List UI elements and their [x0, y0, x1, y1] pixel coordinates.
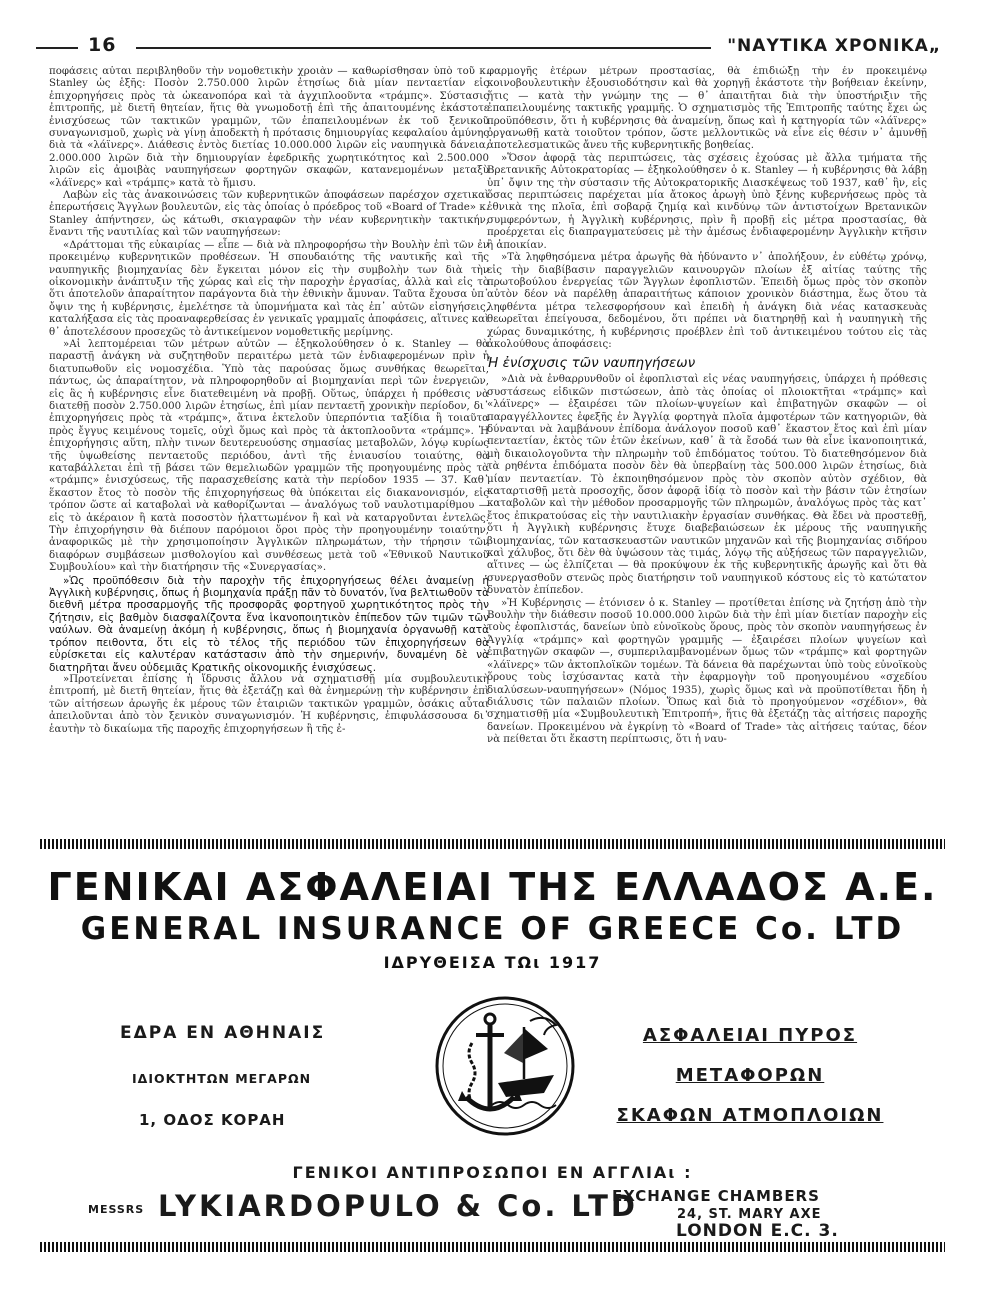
paragraph: »Αἱ λεπτομέρειαι τῶν μέτρων αὐτῶν — ἐξηκολούθησεν ὁ κ. Stanley — θὰ παραστῇ ἀνάγκη νὰ συζητηθοῦν περαιτέρω μετὰ τῶν ἐνδιαφερομένων πρὶν ἡ διατυπωθοῦν εἰς νομοσχέδια. Ὑπὸ τὰς παρούσας ὅμως συνθήκας θεωρεῖται, πάντως, ὡς ἀπαραίτητον, νὰ πληροφορηθοῦν αἱ βιομηχανίαι περὶ τῶν ἐνεργειῶν, εἰς ἃς ἡ κυβέρνησις εἶνε διατεθειμένη νὰ προβῇ. Οὕτως, ὑπάρχει ἡ πρόθεσις νὰ διατεθῇ ποσὸν 2.750.000 λιρῶν ἐτησίως, ἐπὶ μίαν πενταετῆ χρονικὴν περίοδον, δι᾿ ἐπιχορηγήσεις πρὸς τὰ «τράμπς», ἅτινα ἐκτελοῦν ὑπερπόντια ταξίδια ἢ τοιαῦτα πρὸς ἔγγυς κειμένους τομεῖς, οὐχὶ ὅμως καὶ πρὸς τὰ ἀκτοπλοοῦντα «τράμπς». Ἡ ἐπιχορήγησις αὕτη, πλὴν τινων δευτερευούσης σημασίας μεταβολῶν, λόγῳ κυρίως τῆς ὑψωθείσης πενταετοῦς περιόδου, ἀντὶ τῆς ἐνιαυσίου τοιαύτης, θὰ καταβάλλεται ἐπὶ τῇ βάσει τῶν θεμελιωδῶν γραμμῶν τῆς προηγουμένης πρὸς τὰ «τράμπς» ἐνισχύσεως, τῆς παρασχεθείσης κατὰ τὴν περίοδον 1935 — 37. Καθ᾿ ἕκαστον ἔτος τὸ ποσὸν τῆς ἐπιχορηγήσεως θὰ ὑπόκειται εἰς διακανονισμόν, εἰς τρόπον ὥστε αἱ καταβολαὶ νὰ καθορίζωνται — ἀναλόγως τοῦ ναυλοτιμαρίθμου — εἰς τὸ ἀκέραιον ἢ κατὰ ποσοστὸν ἠλαττωμένον ἢ καὶ νὰ καταργοῦνται ἐντελῶς. Τὴν ἐπιχορήγησιν θὰ διέπουν παρόμοιοι ὅροι πρὸς τὴν προηγουμένην τοιαύτην, ἀναφορικῶς μὲ τὴν χρησιμοποίησιν Ἀγγλικῶν πληρωμάτων, τὴν τήρησιν τῶν διαφόρων συμβάσεων μισθολογίου καὶ συνθέσεως μετὰ τοῦ «Ἐθνικοῦ Ναυτικοῦ Συμβουλίου» καὶ τὴν διατήρησιν τῆς «Συνεργασίας».: [49, 338, 489, 574]
ad-founded: ΙΔΡΥΘΕΙΣΑ ΤΩι 1917: [383, 953, 602, 972]
ad-title-english: GENERAL INSURANCE OF GREECE Co. LTD: [80, 911, 905, 947]
paragraph: Λαβὼν εἰς τὰς ἀνακοινώσεις τῶν κυβερνητικῶν ἀποφάσεων παρέσχον σχετικαὶ ἐπερωτήσεις Ἄγγλων βουλευτῶν, εἰς τὰς ὁποίας ὁ πρόεδρος τοῦ «Board of Trade» κ. Stanley ἀπήντησεν, ὡς κάτωθι, σκιαγραφῶν τὴν νέαν κυβερνητικὴν τακτικήν, ἔναντι τῆς ναυτιλίας καὶ τῶν ναυπηγήσεων:: [49, 190, 489, 239]
ad-title-greek: ΓΕΝΙΚΑΙ ΑΣΦΑΛΕΙΑΙ ΤΗΣ ΕΛΛΑΔΟΣ Α.Ε.: [47, 865, 938, 909]
ad-messrs: MESSRS: [88, 1203, 145, 1216]
ad-border-bottom: [40, 1242, 945, 1252]
paragraph: «Δράττομαι τῆς εὐκαιρίας — εἶπε — διὰ νὰ πληροφορήσω τὴν Βουλὴν ἐπὶ τῶν ἐν προκειμένῳ κυβερνητικῶν προθέσεων. Ἡ σπουδαιότης τῆς ναυτικῆς καὶ τῆς ναυπηγικῆς βιομηχανίας δὲν ἔγκειται μόνον εἰς τὴν συμβολὴν των διὰ τὴν οἰκονομικὴν ἀνάπτυξιν τῆς χώρας καὶ εἰς τὴν παροχὴν ἐργασίας, ἀλλὰ καὶ εἰς τὸ ὅτι ἀποτελοῦν ἀπαραίτητον παράγοντα διὰ τὴν ἐθνικὴν ἄμυναν. Ταῦτα ἔχουσα ὑπ᾿ ὄψιν της ἡ κυβέρνησις, ἐμελέτησε τὰ ὑπομνήματα καὶ τὰς ἐπ᾿ αὐτῶν εἰσηγήσεις, καταλήξασα εἰς τὰς προαναφερθείσας ἐν γενικαῖς γραμμαῖς ἀποφάσεις, αἵτινες καὶ θ᾿ ἀποτελέσουν προσεχῶς τὸ ἀντικείμενον νομοθετικῆς μερίμνης.: [49, 239, 489, 338]
paragraph: ποφάσεις αὐται περιβληθοῦν τὴν νομοθετικὴν χροιὰν — καθωρίσθησαν ὑπὸ τοῦ κ. Stanley ὡς ἑξῆς: Ποσὸν 2.750.000 λιρῶν ἐτησίως διὰ μίαν πενταετίαν εἰς ἐπιχορηγήσεις πρὸς τὰ ὠκεανοπόρα καὶ τὰ ἀγχιπλοοῦντα «τράμπς». Σύστασις ἐπιτροπῆς, μὲ διετῆ θητείαν, ἥτις θὰ γνωμοδοτῇ ἐπὶ τῆς ἀπαιτουμένης ἑκάστοτε ἐνισχύσεως τῶν τακτικῶν γραμμῶν, τῶν ἐπαπειλουμένων ἐκ τοῦ ξενικοῦ συναγωνισμοῦ, χωρὶς νὰ γίνῃ ἀποδεκτὴ ἡ πρότασις δημιουργίας κεφαλαίου ἀμύνης διὰ τὰ «λάϊνερς». Διάθεσις ἐντὸς διετίας 10.000.000 λιρῶν εἰς ναυπηγικὰ δάνεια, 2.000.000 λιρῶν διὰ τὴν δημιουργίαν ἐφεδρικῆς χωρητικότητος καὶ 2.500.000 λιρῶν εἰς ἀμοιβὰς ναυπηγήσεων φορτηγῶν σκαφῶν, κατανεμομένων μεταξὺ «λάϊνερς» καὶ «τράμπς» κατὰ τὸ ἥμισυ.: [49, 66, 489, 189]
section-subheading: Ἡ ἐνίσχυσις τῶν ναυπηγήσεων: [487, 355, 696, 372]
paragraph: »Προτείνεται ἐπίσης ἡ ἵδρυσις ἄλλου νὰ σχηματισθῇ μία συμβουλευτικὴ ἐπιτροπή, μὲ διετῆ θητείαν, ἥτις θὰ ἐξετάζῃ καὶ θὰ ἐνημερώνῃ τὴν κυβέρνησιν ἐπὶ τῶν αἰτήσεων ἀρωγῆς ἐκ μέρους τῶν ἑταιριῶν τακτικῶν γραμμῶν, ὁσάκις αὗται ἀπειλοῦνται ἀπὸ τὸν ξενικὸν συναγωνισμόν. Ἡ κυβέρνησις, ἐπιφυλάσσουσα δι᾿ ἑαυτὴν τὸ δικαίωμα τῆς παροχῆς ἐπιχορηγήσεων ἢ τῆς ἐ-: [49, 673, 489, 735]
article-column-right: [487, 66, 927, 834]
paragraph: »Διὰ νὰ ἐνθαρρυνθοῦν οἱ ἐφοπλισταὶ εἰς νέας ναυπηγήσεις, ὑπάρχει ἡ πρόθεσις συστάσεως εἰδικῶν πιστώσεων, ἀπὸ τὰς ὁποίας οἱ πλοιοκτῆται «τράμπς» καὶ «λάϊνερς» — ἐξαιρέσει τῶν πλοίων-ψυγείων καὶ ἐπιβατηγῶν σκαφῶν — οἱ παραγγέλλοντες ἐφεξῆς ἐν Ἀγγλίᾳ φορτηγὰ πλοῖα ἀμφοτέρων τῶν κατηγοριῶν, θὰ δύνανται νὰ λαμβάνουν ἐπίδομα ἀνάλογον ποσοῦ καθ᾿ ἕκαστον ἔτος καὶ ἐπὶ μίαν πενταετίαν, ἐκτὸς τῶν ἐτῶν ἐκείνων, καθ᾿ ἃ τὰ ἔσοδά των θὰ εἶνε ἱκανοποιητικά, μὴ δικαιολογοῦντα τὴν πληρωμὴν τοῦ ἐπιδόματος τούτου. Τὸ διατεθησόμενον διὰ τὰ ρηθέντα ἐπιδόματα ποσὸν δὲν θὰ ὑπερβαίνῃ τὰς 500.000 λιρῶν ἐτησίως, διὰ μίαν πενταετίαν. Τὸ ἐκποιηθησόμενον πρὸς τὸν σκοπὸν αὐτὸν σχέδιον, θὰ καταρτισθῇ μετὰ προσοχῆς, ὅσον ἀφορᾷ ἰδίᾳ τὸ ποσὸν καὶ τὴν βάσιν τῶν ἐτησίων καταβολῶν καὶ τὴν μέθοδον προσαρμογῆς τῶν πληρωμῶν, ἀναλόγως πρὸς τὰς κατ᾿ ἔτος ἐπικρατούσας εἰς τὴν ναυτιλιακὴν ἐργασίαν συνθήκας. Θὰ ἔδει νὰ προστεθῇ, ὅτι ἡ Ἀγγλικὴ κυβέρνησις ἔτυχε διαβεβαιώσεων ἐκ μέρους τῆς ναυπηγικῆς βιομηχανίας, τῶν κατασκευαστῶν ναυτικῶν μηχανῶν καὶ τῆς βιομηχανίας σιδήρου καὶ χάλυβος, ὅτι δὲν θὰ ὑψώσουν τὰς τιμάς, λόγῳ τῆς αὐξήσεως τῶν παραγγελιῶν, αἵτινες — ὡς ἐλπίζεται — θὰ προκύψουν ἐκ τῆς κυβερνητικῆς ἀρωγῆς καὶ ὅτι θὰ συνεργασθοῦν στενῶς πρὸς διατήρησιν τοῦ ναυπηγικοῦ κόστους εἰς τὸ κατώτατον δυνατὸν ἐπίπεδον.: [487, 374, 927, 597]
ad-exchange-chambers: EXCHANGE CHAMBERS: [612, 1187, 820, 1205]
ad-city: LONDON E.C. 3.: [676, 1221, 839, 1241]
page-header: [36, 34, 941, 60]
ad-seat: ΕΔΡΑ ΕΝ ΑΘΗΝΑΙΣ: [120, 1023, 326, 1043]
insurance-advertisement: [40, 849, 945, 1242]
ad-insurance-fire: ΑΣΦΑΛΕΙΑΙ ΠΥΡΟΣ: [642, 1025, 858, 1046]
ad-general-agents: ΓΕΝΙΚΟΙ ΑΝΤΙΠΡΟΣΩΠΟΙ ΕΝ ΑΓΓΛΙΑι :: [292, 1163, 693, 1182]
ship-anchor-emblem-icon: [432, 993, 578, 1139]
paragraph: φαρμογῆς ἑτέρων μέτρων προστασίας, θὰ ἐπιδιώξῃ τὴν ἐν προκειμένῳ κοινοβουλευτικὴν ἐξουσιοδότησιν καὶ θὰ χορηγῇ ἑκάστοτε τὴν βοήθειαν ἐκείνην, ἥτις — κατὰ τὴν γνώμην της — θ᾿ ἀπαιτῆται διὰ τὴν ὑποστήριξιν τῆς ἐπαπειλουμένης τακτικῆς γραμμῆς. Ὁ σχηματισμὸς τῆς Ἐπιτροπῆς ταύτης ἔχει ὡς προϋπόθεσιν, ὅτι ἡ κυβέρνησις θὰ ἀναμείνῃ, ὅπως καὶ ἡ κατηγορία τῶν «λάϊνερς» ὀργανωθῇ κατὰ τοιοῦτον τρόπον, ὥστε μελλοντικῶς νὰ εἶνε εἰς θέσιν ν᾿ ἀμυνθῇ ἀποτελεσματικῶς ἄνευ τῆς κυβερνητικῆς βοηθείας.: [487, 66, 927, 152]
ad-insurance-transport: ΜΕΤΑΦΟΡΩΝ: [675, 1065, 825, 1086]
magazine-title: "ΝΑΥΤΙΚΑ ΧΡΟΝΙΚΑ„: [727, 36, 941, 56]
paragraph: »Ὡς προϋπόθεσιν διὰ τὴν παροχὴν τῆς ἐπιχορηγήσεως θέλει ἀναμείνῃ ἡ Ἀγγλικὴ κυβέρνησις, ὅπως ἡ βιομηχανία πράξῃ πᾶν τὸ δυνατόν, ἵνα βελτιωθοῦν τὰ διεθνῆ μέτρα προσαρμογῆς τῆς προσφορᾶς φορτηγοῦ χωρητικότητος πρὸς τὴν ζήτησιν, εἰς βαθμὸν διασφαλίζοντα ἕνα ἱκανοποιητικὸν ἐπίπεδον τῶν τιμῶν τῶν ναύλων. Θὰ ἀναμείνῃ ἀκόμη ἡ κυβέρνησις, ὅπως ἡ βιομηχανία ὀργανωθῇ κατὰ τρόπον πειθοντα, ὅτι εἰς τὸ τέλος τῆς περιόδου τῶν ἐπιχορηγήσεων θὰ εὑρίσκεται εἰς καλυτέραν κατάστασιν ἀπὸ τὴν σημερινήν, δυναμένη δὲ νὰ διατηρῆται ἄνευ οὐδεμιᾶς Κρατικῆς οἰκονομικῆς ἐνισχύσεως.: [49, 574, 489, 674]
ad-border-top: [40, 839, 945, 849]
page-number: 16: [88, 34, 117, 56]
header-rule: [36, 47, 78, 49]
paragraph: »Τὰ ληφθησόμενα μέτρα ἀρωγῆς θὰ ἠδύναντο ν᾿ ἀπολήξουν, ἐν εὐθέτῳ χρόνῳ, εἰς τὴν διαβίβασιν παραγγελιῶν καινουργῶν πλοίων ἐξ αἰτίας ταύτης τῆς πρωτοβούλου ἐνεργείας τῶν Ἄγγλων ἐφοπλιστῶν. Ἐπειδὴ ὅμως πρὸς τὸν σκοπὸν αὐτὸν δέον νὰ παρέλθῃ ἀπαραιτήτως κάποιον χρονικὸν διάστημα, ἕως ὅτου τὰ ληφθέντα μέτρα τελεσφορήσουν καὶ ἐπειδὴ ἡ ἀνάγκη διὰ νέας κατασκευὰς θεωρεῖται ἐπείγουσα, δεδομένου, ὅτι πρέπει νὰ διατηρηθῇ καὶ ἡ ναυπηγικὴ τῆς χώρας δυναμικότης, ἡ κυβέρνησις προέβλεν ἐπὶ τοῦ ἀντικειμένου τούτου εἰς τὰς ἀκολούθους ἀποφάσεις:: [487, 252, 927, 350]
paragraph: »Ἡ Κυβέρνησις — ἐτόνισεν ὁ κ. Stanley — προτίθεται ἐπίσης νὰ ζητήσῃ ἀπὸ τὴν Βουλὴν τὴν διάθεσιν ποσοῦ 10.000.000 λιρῶν διὰ τὴν ἐπὶ μίαν διετίαν παροχὴν εἰς τοὺς ἐφοπλιστάς, δανείων ὑπὸ εὐνοϊκοὺς ὅρους, πρὸς τὸν σκοπὸν ναυπηγήσεως ἐν Ἀγγλίᾳ «τράμπς» καὶ φορτηγῶν γραμμῆς — ἐξαιρέσει πλοίων ψυγείων καὶ ἐπιβατηγῶν σκαφῶν —, συμπεριλαμβανομένων ὅμως τῶν «τράμπς» καὶ φορτηγῶν «λάϊνερς» τῶν ἀκτοπλοϊκῶν τομέων. Τὰ δάνεια θὰ παρέχωνται ὑπὸ τοὺς εὐνοϊκοὺς ὅρους τοὺς ἰσχύσαντας κατὰ τὴν ἐφαρμογὴν τοῦ προηγουμένου «σχεδίου διαλύσεων-ναυπηγήσεων» (Νόμος 1935), χωρὶς ὅμως καὶ νὰ προϋποτίθεται ἤδη ἡ διάλυσις τῶν παλαιῶν πλοίων. Ὅπως καὶ διὰ τὸ προηγούμενον «σχέδιον», θὰ σχηματισθῇ μία «Συμβουλευτικὴ Ἐπιτροπή», ἥτις θὰ ἐξετάζῃ τὰς αἰτήσεις παροχῆς δανείων. Προκειμένου νὰ ἐγκρίνῃ τὸ «Board of Trade» τὰς αἰτήσεις ταύτας, δέον νὰ πείθεται ὅτι ἕκαστη περίπτωσις, ὅτι ἡ ναυ-: [487, 597, 927, 746]
header-rule: [136, 47, 711, 49]
article-column-left: [49, 66, 489, 834]
ad-insurance-steamships: ΣΚΑΦΩΝ ΑΤΜΟΠΛΟΙΩΝ: [616, 1105, 884, 1126]
ad-address: 1, ΟΔΟΣ ΚΟΡΑΗ: [139, 1111, 286, 1129]
ad-owned-building: ΙΔΙΟΚΤΗΤΩΝ ΜΕΓΑΡΩΝ: [132, 1071, 312, 1086]
ad-street: 24, ST. MARY AXE: [677, 1207, 822, 1222]
ad-agent-name: LYKIARDOPULO & Co. LTD: [158, 1189, 638, 1223]
paragraph: »Ὅσον ἀφορᾷ τὰς περιπτώσεις, τὰς σχέσεις ἐχούσας μὲ ἄλλα τμήματα τῆς Βρετανικῆς Αὐτοκρατορίας — ἐξηκολούθησεν ὁ κ. Stanley — ἡ κυβέρνησις θὰ λάβῃ ὑπ᾿ ὄψιν της τὴν σύστασιν τῆς Αὐτοκρατορικῆς Διασκέψεως τοῦ 1937, καθ᾿ ἣν, εἰς ὅσας περιπτώσεις παρέχεται μία ἄτοκος ἀρωγὴ ὑπὸ ξένης κυβερνήσεως πρὸς τὰ ἐθνικὰ της πλοῖα, ἐπὶ σοβαρᾷ ζημίᾳ καὶ κινδύνῳ τῶν ἀντιστοίχων Βρετανικῶν συμφερόντων, ἡ Ἀγγλικὴ κυβέρνησις, πρὶν ἢ προβῇ εἰς μέτρα προστασίας, θὰ προέρχεται εἰς διαπραγματεύσεις μὲ τὴν ἀμέσως ἐνδιαφερομένην Ἀγγλικὴν κτῆσιν ἢ ἀποικίαν.: [487, 152, 927, 251]
